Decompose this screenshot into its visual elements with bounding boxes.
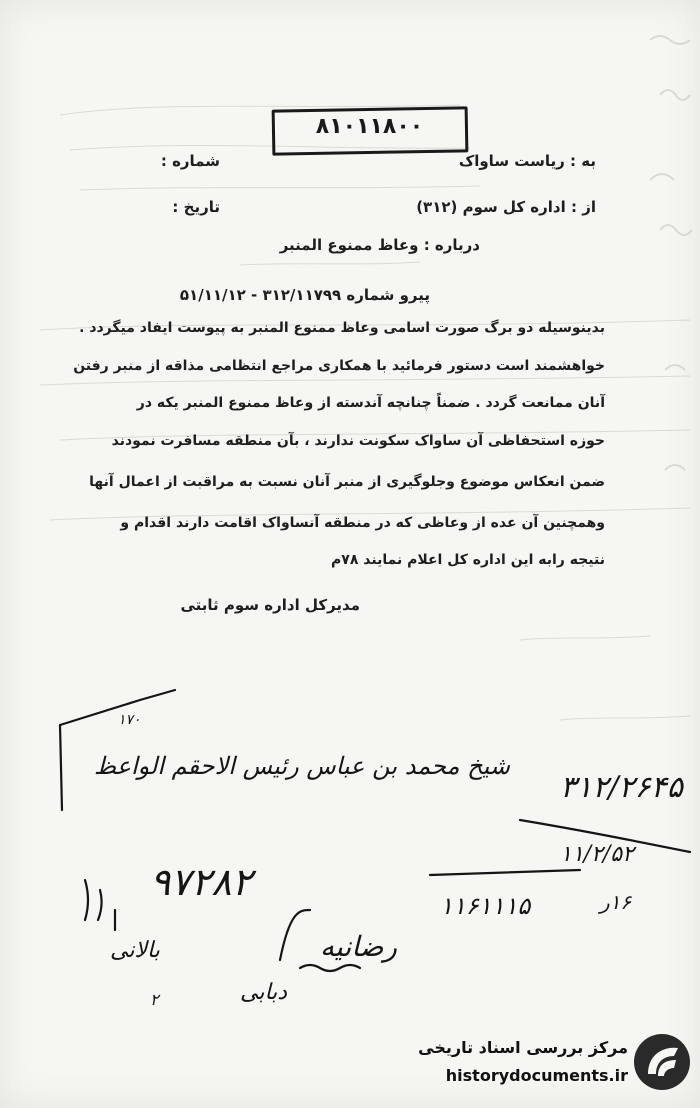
- number-label: شماره :: [160, 152, 220, 170]
- hand-corner-mark: ۱۷۰: [118, 712, 141, 728]
- body-line-5: ضمن انعکاس موضوع وجلوگیری از منبر آنان نسبت به مراقبت از اعمال آنها: [89, 474, 605, 490]
- body-line-1: بدینوسیله دو برگ صورت اسامی وعاظ ممنوع المنبر به پیوست ایفاد میگردد .: [79, 320, 605, 336]
- stamp-number: ۸۱۰۱۱۸۰۰: [315, 114, 424, 139]
- hand-word-middle: رضانیه: [320, 930, 398, 963]
- reference-line: پیرو شماره ۳۱۲/۱۱۷۹۹ - ۵۱/۱۱/۱۲: [179, 286, 430, 304]
- archive-url: historydocuments.ir: [445, 1066, 628, 1085]
- signature-line: مدیرکل اداره سوم ثابتی: [180, 596, 360, 614]
- hand-small-mark: ۲: [150, 990, 159, 1009]
- body-line-4: حوزه استحفاظی آن ساواک سکونت ندارند ، بآن منطقه مسافرت نمودند: [111, 433, 605, 449]
- date-label: تاریخ :: [172, 198, 220, 216]
- hand-code-2-prefix: ۱۶ر: [600, 890, 632, 914]
- hand-code-1: ۳۱۲/۲۶۴۵: [560, 770, 683, 805]
- hand-number: ۹۷۲۸۲: [150, 860, 253, 904]
- hand-code-2: ۱۱۶۱۱۱۵: [440, 892, 531, 920]
- from-line: از : اداره کل سوم (۳۱۲): [416, 198, 596, 216]
- body-line-2: خواهشمند است دستور فرمائید با همکاری مراجع انتظامی مذاقه از منبر رفتن: [73, 358, 605, 374]
- body-line-3: آنان ممانعت گردد . ضمناً چنانچه آندسته از وعاظ ممنوع المنبر یکه در: [136, 395, 605, 411]
- hand-line-names: شیخ محمد بن عباس رئیس الاحقم الواعظ: [93, 752, 510, 780]
- body-line-7: نتیجه رابه این اداره کل اعلام نمایند ۷۸م: [331, 552, 605, 568]
- hand-date: ۱۱/۲/۵۲: [560, 842, 634, 867]
- subject-line: درباره : وعاظ ممنوع المنبر: [279, 236, 480, 254]
- hand-word-left-2: دبابی: [240, 980, 288, 1005]
- archive-logo: [400, 1028, 690, 1098]
- hand-word-left: بالانی: [110, 938, 160, 963]
- archive-title: مرکز بررسی اسناد تاریخی: [418, 1038, 628, 1057]
- to-line: به : ریاست ساواک: [458, 152, 596, 170]
- archive-logo-icon: [634, 1034, 690, 1090]
- handwriting-strokes: [0, 660, 700, 1020]
- body-line-6: وهمچنین آن عده از وعاظی که در منطقه آنساواک اقامت دارند اقدام و: [120, 515, 605, 531]
